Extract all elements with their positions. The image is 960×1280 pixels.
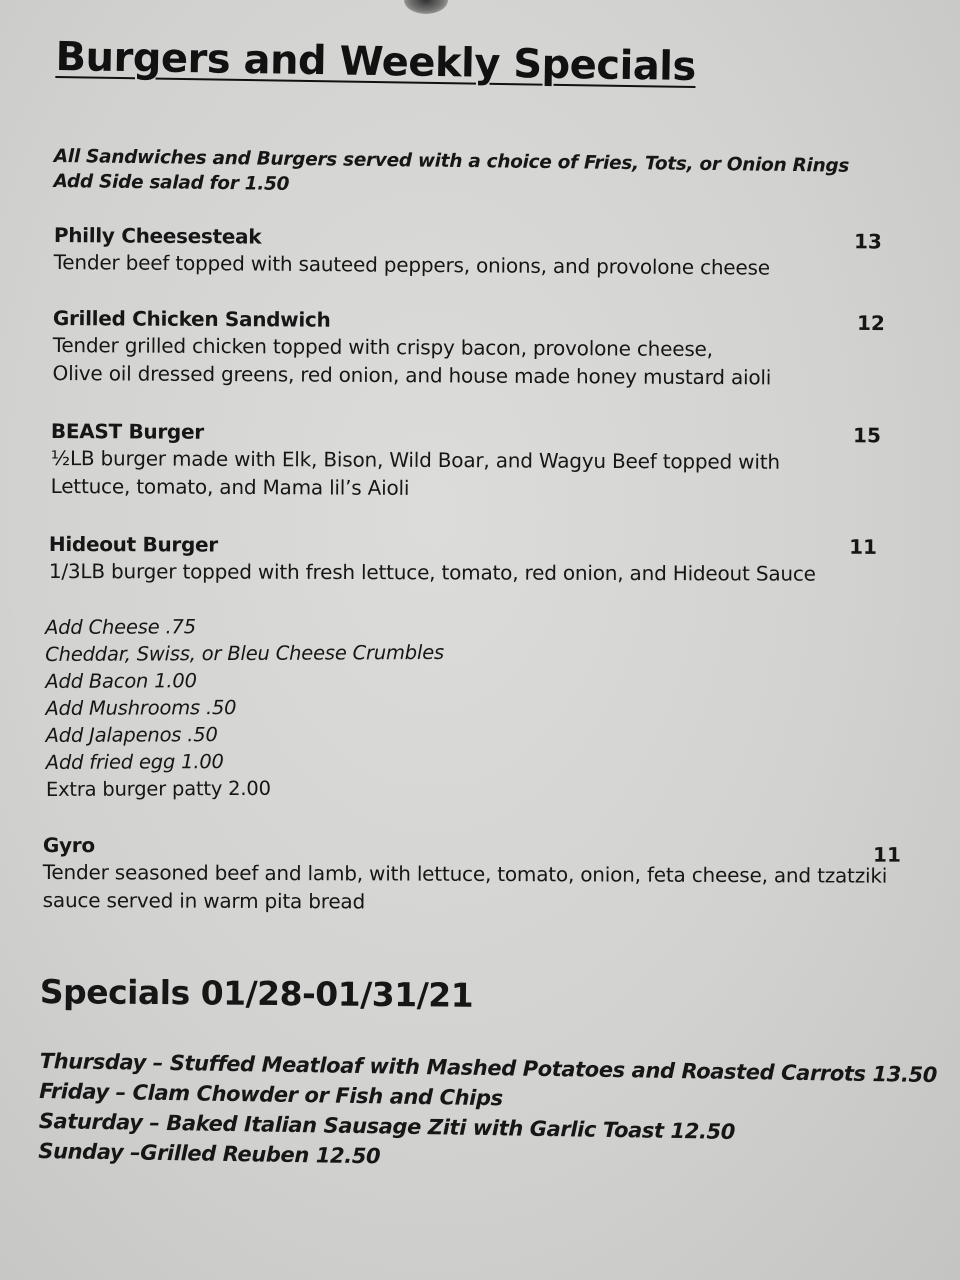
intro-line-salad: Add Side salad for 1.50 — [53, 170, 290, 195]
special-friday: Friday – Clam Chowder or Fish and Chips — [39, 1078, 503, 1111]
item-description: sauce served in warm pita bread — [42, 887, 366, 914]
specials-heading: Specials 01/28-01/31/21 — [39, 972, 474, 1015]
menu-title: Burgers and Weekly Specials — [55, 34, 697, 91]
item-name: Grilled Chicken Sandwich — [52, 305, 331, 332]
menu-item-philly-cheesesteak — [54, 222, 904, 283]
specials-list — [38, 1046, 937, 1180]
special-thursday: Thursday – Stuffed Meatloaf with Mashed Potatoes and Roasted Carrots 13.50 — [39, 1048, 938, 1088]
add-on-item: Add Cheese .75 — [45, 615, 196, 639]
item-price: 15 — [853, 423, 881, 448]
intro-note — [53, 144, 849, 204]
special-sunday: Sunday –Grilled Reuben 12.50 — [38, 1138, 381, 1169]
item-price: 11 — [849, 534, 877, 559]
item-description: Tender beef topped with sauteed peppers, onions, and provolone cheese — [53, 249, 770, 280]
add-on-item: Add Jalapenos .50 — [45, 723, 218, 747]
add-on-item: Cheddar, Swiss, or Bleu Cheese Crumbles — [45, 640, 445, 666]
item-description: Lettuce, tomato, and Mama lil’s Aioli — [50, 473, 410, 500]
item-name: Gyro — [42, 833, 95, 858]
item-description: ½LB burger made with Elk, Bison, Wild Boar, and Wagyu Beef topped with — [50, 445, 780, 474]
item-price: 12 — [856, 310, 885, 336]
hole-punch-shadow — [404, 0, 448, 14]
item-price: 13 — [853, 229, 882, 254]
add-on-item: Add fried egg 1.00 — [45, 750, 224, 774]
intro-line-sides: All Sandwiches and Burgers served with a choice of Fries, Tots, or Onion Rings — [53, 145, 850, 177]
menu-item-hideout-burger — [49, 531, 899, 588]
item-description: Olive oil dressed greens, red onion, and house made honey mustard aioli — [52, 360, 772, 390]
special-saturday: Saturday – Baked Italian Sausage Ziti with Garlic Toast 12.50 — [38, 1108, 736, 1144]
add-on-item: Add Bacon 1.00 — [45, 669, 197, 693]
item-name: Philly Cheesesteak — [53, 222, 262, 249]
item-name: Hideout Burger — [48, 532, 218, 557]
menu-item-grilled-chicken-sandwich — [52, 305, 902, 392]
item-price: 11 — [873, 842, 901, 867]
menu-item-gyro — [43, 832, 911, 918]
add-ons-list — [45, 612, 445, 803]
add-on-item: Extra burger patty 2.00 — [45, 776, 271, 801]
item-description: Tender grilled chicken topped with crispy bacon, provolone cheese, — [52, 332, 713, 362]
menu-item-beast-burger — [51, 418, 901, 504]
item-description: Tender seasoned beef and lamb, with lettuce, tomato, onion, feta cheese, and tzatziki — [42, 859, 888, 888]
add-on-item: Add Mushrooms .50 — [45, 695, 237, 720]
item-name: BEAST Burger — [50, 419, 204, 444]
item-description: 1/3LB burger topped with fresh lettuce, tomato, red onion, and Hideout Sauce — [48, 558, 816, 586]
